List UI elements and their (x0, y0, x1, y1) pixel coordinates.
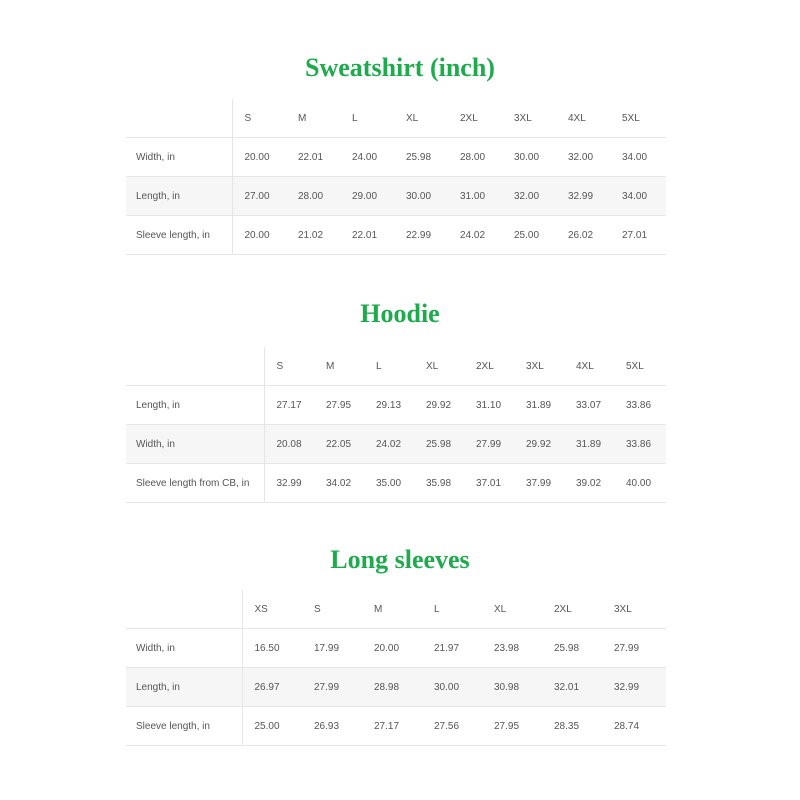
table-header-row (126, 590, 666, 629)
size-header: S (232, 99, 286, 138)
row-label: Sleeve length from CB, in (126, 464, 264, 503)
measurement-cell: 24.02 (364, 425, 414, 464)
measurement-cell: 25.98 (414, 425, 464, 464)
measurement-cell: 21.97 (422, 629, 482, 668)
measurement-cell: 21.02 (286, 216, 340, 255)
measurement-cell: 25.00 (242, 707, 302, 746)
measurement-cell: 27.17 (264, 386, 314, 425)
table-row (126, 707, 666, 746)
size-header: 5XL (614, 347, 666, 386)
measurement-cell: 35.00 (364, 464, 414, 503)
measurement-cell: 31.89 (564, 425, 614, 464)
measurement-cell: 25.98 (394, 138, 448, 177)
measurement-cell: 27.17 (362, 707, 422, 746)
measurement-cell: 27.00 (232, 177, 286, 216)
table-row (126, 629, 666, 668)
corner-cell (126, 99, 232, 138)
measurement-cell: 26.02 (556, 216, 610, 255)
measurement-cell: 20.00 (232, 138, 286, 177)
row-label: Width, in (126, 138, 232, 177)
size-header: 5XL (610, 99, 666, 138)
table-row (126, 138, 666, 177)
measurement-cell: 28.98 (362, 668, 422, 707)
size-header: L (422, 590, 482, 629)
table-row (126, 425, 666, 464)
table-row (126, 668, 666, 707)
size-header: 4XL (556, 99, 610, 138)
hoodie-size-table (126, 347, 666, 503)
sweatshirt-title: Sweatshirt (inch) (305, 53, 495, 82)
measurement-cell: 29.92 (414, 386, 464, 425)
measurement-cell: 28.00 (286, 177, 340, 216)
measurement-cell: 27.01 (610, 216, 666, 255)
size-header: XL (482, 590, 542, 629)
measurement-cell: 34.00 (610, 138, 666, 177)
size-header: XL (414, 347, 464, 386)
size-header: 3XL (514, 347, 564, 386)
measurement-cell: 32.00 (556, 138, 610, 177)
row-label: Width, in (126, 629, 242, 668)
measurement-cell: 31.89 (514, 386, 564, 425)
size-header: M (314, 347, 364, 386)
size-header: 2XL (448, 99, 502, 138)
measurement-cell: 22.05 (314, 425, 364, 464)
size-header: 2XL (464, 347, 514, 386)
size-header: L (364, 347, 414, 386)
table-row (126, 386, 666, 425)
measurement-cell: 20.00 (362, 629, 422, 668)
measurement-cell: 27.95 (482, 707, 542, 746)
size-header: 2XL (542, 590, 602, 629)
measurement-cell: 37.99 (514, 464, 564, 503)
long-sleeves-size-table (126, 590, 666, 746)
size-header: 3XL (602, 590, 666, 629)
size-header: XS (242, 590, 302, 629)
long-sleeves-title: Long sleeves (330, 545, 470, 574)
row-label: Sleeve length, in (126, 216, 232, 255)
row-label: Length, in (126, 668, 242, 707)
sweatshirt-size-table (126, 99, 666, 255)
size-header: M (286, 99, 340, 138)
measurement-cell: 31.00 (448, 177, 502, 216)
size-header: XL (394, 99, 448, 138)
measurement-cell: 29.13 (364, 386, 414, 425)
measurement-cell: 22.01 (286, 138, 340, 177)
table-header-row (126, 99, 666, 138)
row-label: Width, in (126, 425, 264, 464)
measurement-cell: 20.08 (264, 425, 314, 464)
size-header: 3XL (502, 99, 556, 138)
measurement-cell: 24.00 (340, 138, 394, 177)
size-header: L (340, 99, 394, 138)
measurement-cell: 39.02 (564, 464, 614, 503)
hoodie-title: Hoodie (360, 299, 440, 328)
measurement-cell: 25.98 (542, 629, 602, 668)
measurement-cell: 34.02 (314, 464, 364, 503)
measurement-cell: 30.00 (394, 177, 448, 216)
measurement-cell: 27.99 (602, 629, 666, 668)
measurement-cell: 28.00 (448, 138, 502, 177)
measurement-cell: 32.99 (556, 177, 610, 216)
measurement-cell: 34.00 (610, 177, 666, 216)
measurement-cell: 23.98 (482, 629, 542, 668)
measurement-cell: 29.92 (514, 425, 564, 464)
measurement-cell: 26.97 (242, 668, 302, 707)
corner-cell (126, 347, 264, 386)
measurement-cell: 31.10 (464, 386, 514, 425)
measurement-cell: 24.02 (448, 216, 502, 255)
size-header: M (362, 590, 422, 629)
measurement-cell: 16.50 (242, 629, 302, 668)
measurement-cell: 27.99 (464, 425, 514, 464)
measurement-cell: 27.95 (314, 386, 364, 425)
measurement-cell: 30.00 (422, 668, 482, 707)
measurement-cell: 32.00 (502, 177, 556, 216)
measurement-cell: 27.56 (422, 707, 482, 746)
measurement-cell: 32.99 (602, 668, 666, 707)
measurement-cell: 30.00 (502, 138, 556, 177)
measurement-cell: 35.98 (414, 464, 464, 503)
measurement-cell: 22.99 (394, 216, 448, 255)
measurement-cell: 26.93 (302, 707, 362, 746)
corner-cell (126, 590, 242, 629)
measurement-cell: 28.74 (602, 707, 666, 746)
measurement-cell: 33.86 (614, 425, 666, 464)
table-row (126, 177, 666, 216)
table-header-row (126, 347, 666, 386)
measurement-cell: 40.00 (614, 464, 666, 503)
size-header: S (302, 590, 362, 629)
table-row (126, 216, 666, 255)
measurement-cell: 22.01 (340, 216, 394, 255)
measurement-cell: 27.99 (302, 668, 362, 707)
table-row (126, 464, 666, 503)
row-label: Sleeve length, in (126, 707, 242, 746)
measurement-cell: 20.00 (232, 216, 286, 255)
measurement-cell: 32.01 (542, 668, 602, 707)
measurement-cell: 33.07 (564, 386, 614, 425)
row-label: Length, in (126, 386, 264, 425)
measurement-cell: 37.01 (464, 464, 514, 503)
size-header: 4XL (564, 347, 614, 386)
measurement-cell: 29.00 (340, 177, 394, 216)
measurement-cell: 17.99 (302, 629, 362, 668)
measurement-cell: 33.86 (614, 386, 666, 425)
size-header: S (264, 347, 314, 386)
measurement-cell: 28.35 (542, 707, 602, 746)
measurement-cell: 25.00 (502, 216, 556, 255)
measurement-cell: 32.99 (264, 464, 314, 503)
row-label: Length, in (126, 177, 232, 216)
measurement-cell: 30.98 (482, 668, 542, 707)
